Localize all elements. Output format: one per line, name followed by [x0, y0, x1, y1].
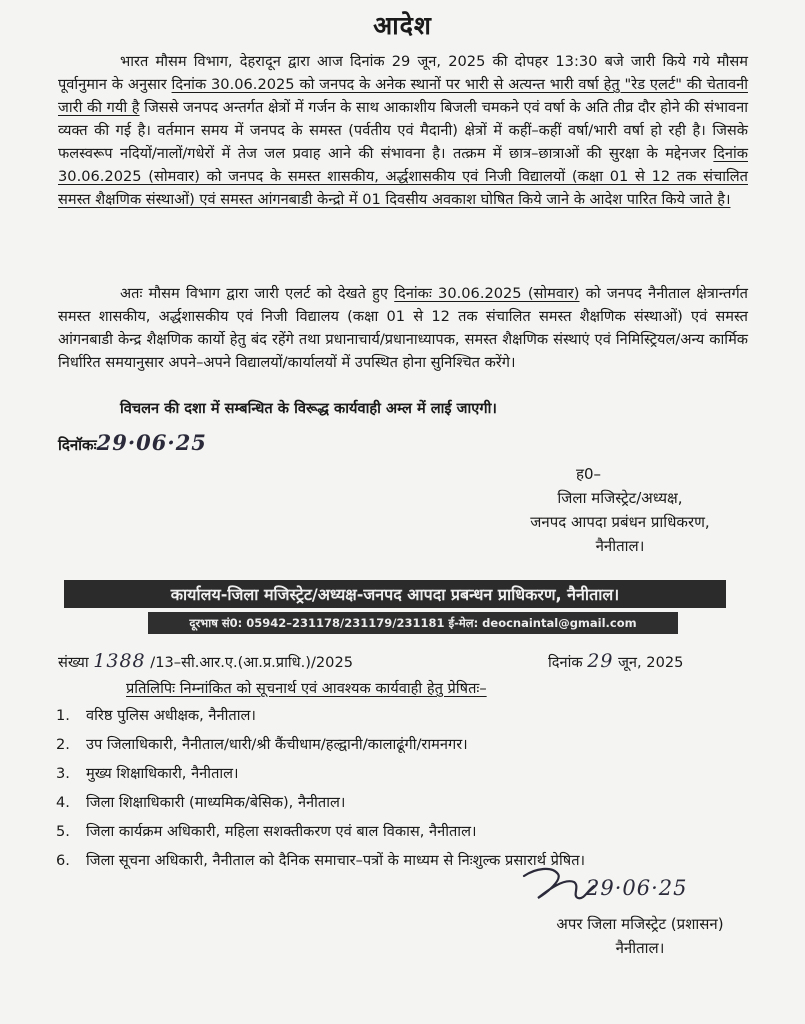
reference-label: संख्या	[58, 654, 89, 671]
para2-text-a: अतः मौसम विभाग द्वारा जारी एलर्ट को देखते हुए	[120, 285, 395, 302]
para1-text-a: भारत मौसम विभाग, देहरादून द्वारा आज दिनांक 29 जून, 2025 की दोपहर 13:30 बजे जारी किये गये मौसम पूर्वानुमान के अनुसार	[58, 53, 749, 93]
signatory-designation: जिला मजिस्ट्रेट/अध्यक्ष,	[557, 489, 683, 507]
additional-signatory-location: नैनीताल।	[615, 939, 665, 957]
signed-mark: ह0–	[576, 465, 602, 483]
para1-underlined-warning: दिनांक 30.06.2025 को जनपद के अनेक स्थानों पर भारी से अत्यन्त भारी वर्षा हेतु "रेड एलर्ट" की चेतावनी जारी की गयी है	[58, 76, 748, 116]
list-item-number: 6.	[56, 852, 70, 869]
office-banner: कार्यालय-जिला मजिस्ट्रेट/अध्यक्ष-जनपद आपदा प्रबन्धन प्राधिकरण, नैनीताल।	[64, 580, 726, 608]
office-contact: दूरभाष सं0: 05942–231178/231179/231181 ई-मेल: deocnaintal@gmail.com	[148, 612, 678, 634]
list-item-number: 4.	[56, 794, 70, 811]
list-item-number: 3.	[56, 765, 70, 782]
handwritten-reference-number: 1388	[93, 650, 146, 672]
additional-magistrate-signature	[518, 862, 758, 910]
order-paragraph-2	[58, 282, 748, 374]
reference-date-rest: जून, 2025	[618, 654, 684, 671]
recipient-list	[56, 706, 756, 880]
district-magistrate-signature-block	[470, 462, 770, 558]
para1-underlined-holiday: दिनांक 30.06.2025 (सोमवार) को जनपद के समस्त शासकीय, अर्द्धशासकीय एवं निजी विद्यालयों (कक्षा 01 से 12 तक संचालित समस्त शैक्षणिक संस्थाओं) एवं समस्त आंगनबाडी केन्द्रो में 01 दिवसीय अवकाश घोषित किये जाने के आदेश पारित किये जाते है।	[58, 145, 748, 208]
list-item	[56, 706, 756, 726]
list-item-text: मुख्य शिक्षाधिकारी, नैनीताल।	[86, 765, 239, 782]
order-date	[58, 430, 207, 455]
para2-underlined-date: दिनांकः 30.06.2025 (सोमवार)	[394, 285, 580, 302]
list-item	[56, 822, 756, 842]
list-item-number: 5.	[56, 823, 70, 840]
handwritten-date: 29·06·25	[96, 430, 207, 455]
additional-magistrate-block	[520, 912, 760, 960]
reference-number	[58, 650, 353, 672]
order-paragraph-1	[58, 50, 748, 211]
signatory-location: नैनीताल।	[595, 537, 645, 555]
copy-heading	[126, 678, 487, 698]
signatory-authority: जनपद आपदा प्रबंधन प्राधिकरण,	[530, 513, 710, 531]
para1-text-c: जिससे जनपद अन्तर्गत क्षेत्रों में गर्जन के साथ आकाशीय बिजली चमकने एवं वर्षा के अति तीव्र दौर होने की संभावना व्यक्त की गई है। वर्तमान समय में जनपद के समस्त (पर्वतीय एवं मैदानी) क्षेत्रों में कहीं–कहीं वर्षा/भारी वर्षा हो रही है। जिसके फलस्वरूप नदियों/नालों/गधेरों में तेज जल प्रवाह आने की संभावना है। तत्क्रम में छात्र–छात्राओं की सुरक्षा के मद्देनजर	[58, 99, 748, 162]
list-item-text: उप जिलाधिकारी, नैनीताल/धारी/श्री कैंचीधाम/हल्द्वानी/कालाढूंगी/रामनगर।	[86, 736, 468, 753]
order-paragraph-3: विचलन की दशा में सम्बन्धित के विरूद्ध कार्यवाही अम्ल में लाई जाएगी।	[120, 400, 497, 417]
reference-date	[548, 650, 683, 672]
list-item-text: जिला सूचना अधिकारी, नैनीताल को दैनिक समाचार–पत्रों के माध्यम से निःशुल्क प्रसारार्थ प्रेषित।	[86, 852, 586, 869]
list-item	[56, 793, 756, 813]
reference-code: /13–सी.आर.ए.(आ.प्र.प्राधि.)/2025	[150, 654, 354, 671]
handwritten-day: 29	[587, 650, 614, 672]
list-item	[56, 735, 756, 755]
list-item	[56, 764, 756, 784]
list-item-text: जिला कार्यक्रम अधिकारी, महिला सशक्तीकरण एवं बाल विकास, नैनीताल।	[86, 823, 477, 840]
para2-text-c: को जनपद नैनीताल क्षेत्रान्तर्गत समस्त शासकीय, अर्द्धशासकीय एवं निजी विद्यालय (कक्षा 01 से 12 तक संचालित समस्त शैक्षणिक संस्थाओं) एवं समस्त आंगनबाडी केन्द्र शैक्षणिक कार्यो हेतु बंद रहेंगे तथा प्रधानाचार्य/प्रधानाध्यापक, समस्त शैक्षणिक संस्थाएं एवं निमिस्ट्रियल/अन्य कार्मिक निर्धारित समयानुसार अपने–अपने विद्यालयों/कार्यालयों में उपस्थित होना सुनिश्चित करेंगे।	[58, 285, 748, 371]
reference-date-label: दिनांक	[548, 654, 583, 671]
copy-heading-text: प्रतिलिपिः निम्नांकित को सूचनार्थ एवं आवश्यक कार्यवाही हेतु प्रेषितः–	[126, 680, 487, 697]
list-item-text: वरिष्ठ पुलिस अधीक्षक, नैनीताल।	[86, 707, 256, 724]
handwritten-signature-date: 29·06·25	[586, 876, 688, 900]
list-item-number: 2.	[56, 736, 70, 753]
date-label: दिनॉकः	[58, 436, 97, 454]
list-item-text: जिला शिक्षाधिकारी (माध्यमिक/बेसिक), नैनीताल।	[86, 794, 346, 811]
list-item-number: 1.	[56, 707, 70, 724]
document-title: आदेश	[373, 11, 432, 40]
additional-signatory-designation: अपर जिला मजिस्ट्रेट (प्रशासन)	[556, 915, 724, 933]
